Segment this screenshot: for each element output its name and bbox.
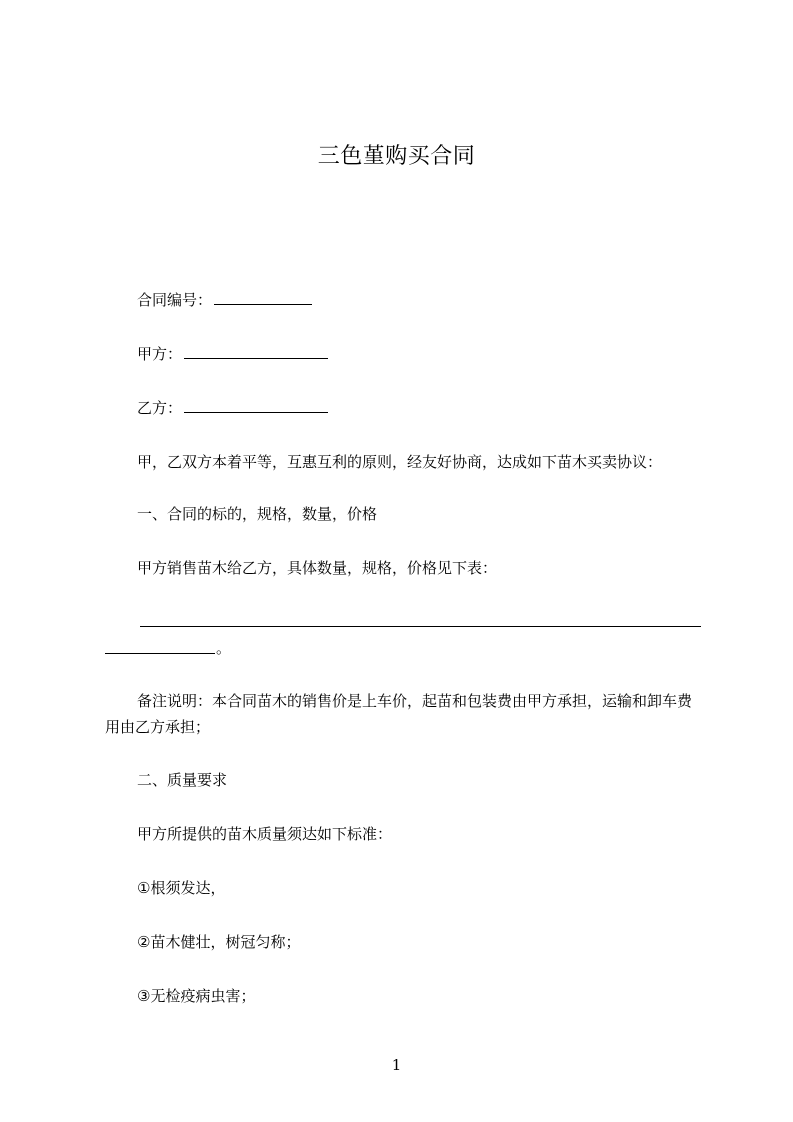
party-b-line (137, 397, 328, 419)
section2-text: 甲方所提供的苗木质量须达如下标准： (137, 825, 393, 843)
section1-text: 甲方销售苗木给乙方，具体数量，规格，价格见下表： (137, 559, 498, 577)
requirement-2: ②苗木健壮，树冠匀称； (137, 933, 301, 951)
table-fill-line-1[interactable] (140, 626, 701, 627)
table-fill-line-2[interactable] (105, 653, 215, 654)
table-line-end-mark: 。 (216, 639, 232, 657)
document-title: 三色堇购买合同 (317, 144, 476, 169)
section1-heading: 一、合同的标的，规格，数量，价格 (137, 505, 378, 523)
intro-paragraph: 甲，乙双方本着平等，互惠互利的原则，经友好协商，达成如下苗木买卖协议： (137, 453, 663, 471)
contract-number-line (137, 289, 312, 311)
party-b-blank[interactable] (184, 397, 328, 413)
party-a-label: 甲方： (137, 345, 183, 363)
remark-paragraph: 备注说明：本合同苗木的销售价是上车价，起苗和包装费由甲方承担，运输和卸车费用由乙方承担； (105, 692, 693, 736)
section2-heading: 二、质量要求 (137, 771, 228, 789)
contract-number-blank[interactable] (214, 289, 312, 305)
party-a-line (137, 343, 328, 365)
party-a-blank[interactable] (184, 343, 328, 359)
page-number: 1 (391, 1056, 402, 1074)
contract-number-label: 合同编号： (137, 291, 213, 309)
party-b-label: 乙方： (137, 399, 183, 417)
requirement-3: ③无检疫病虫害； (137, 987, 256, 1005)
requirement-1: ①根须发达， (137, 879, 226, 897)
